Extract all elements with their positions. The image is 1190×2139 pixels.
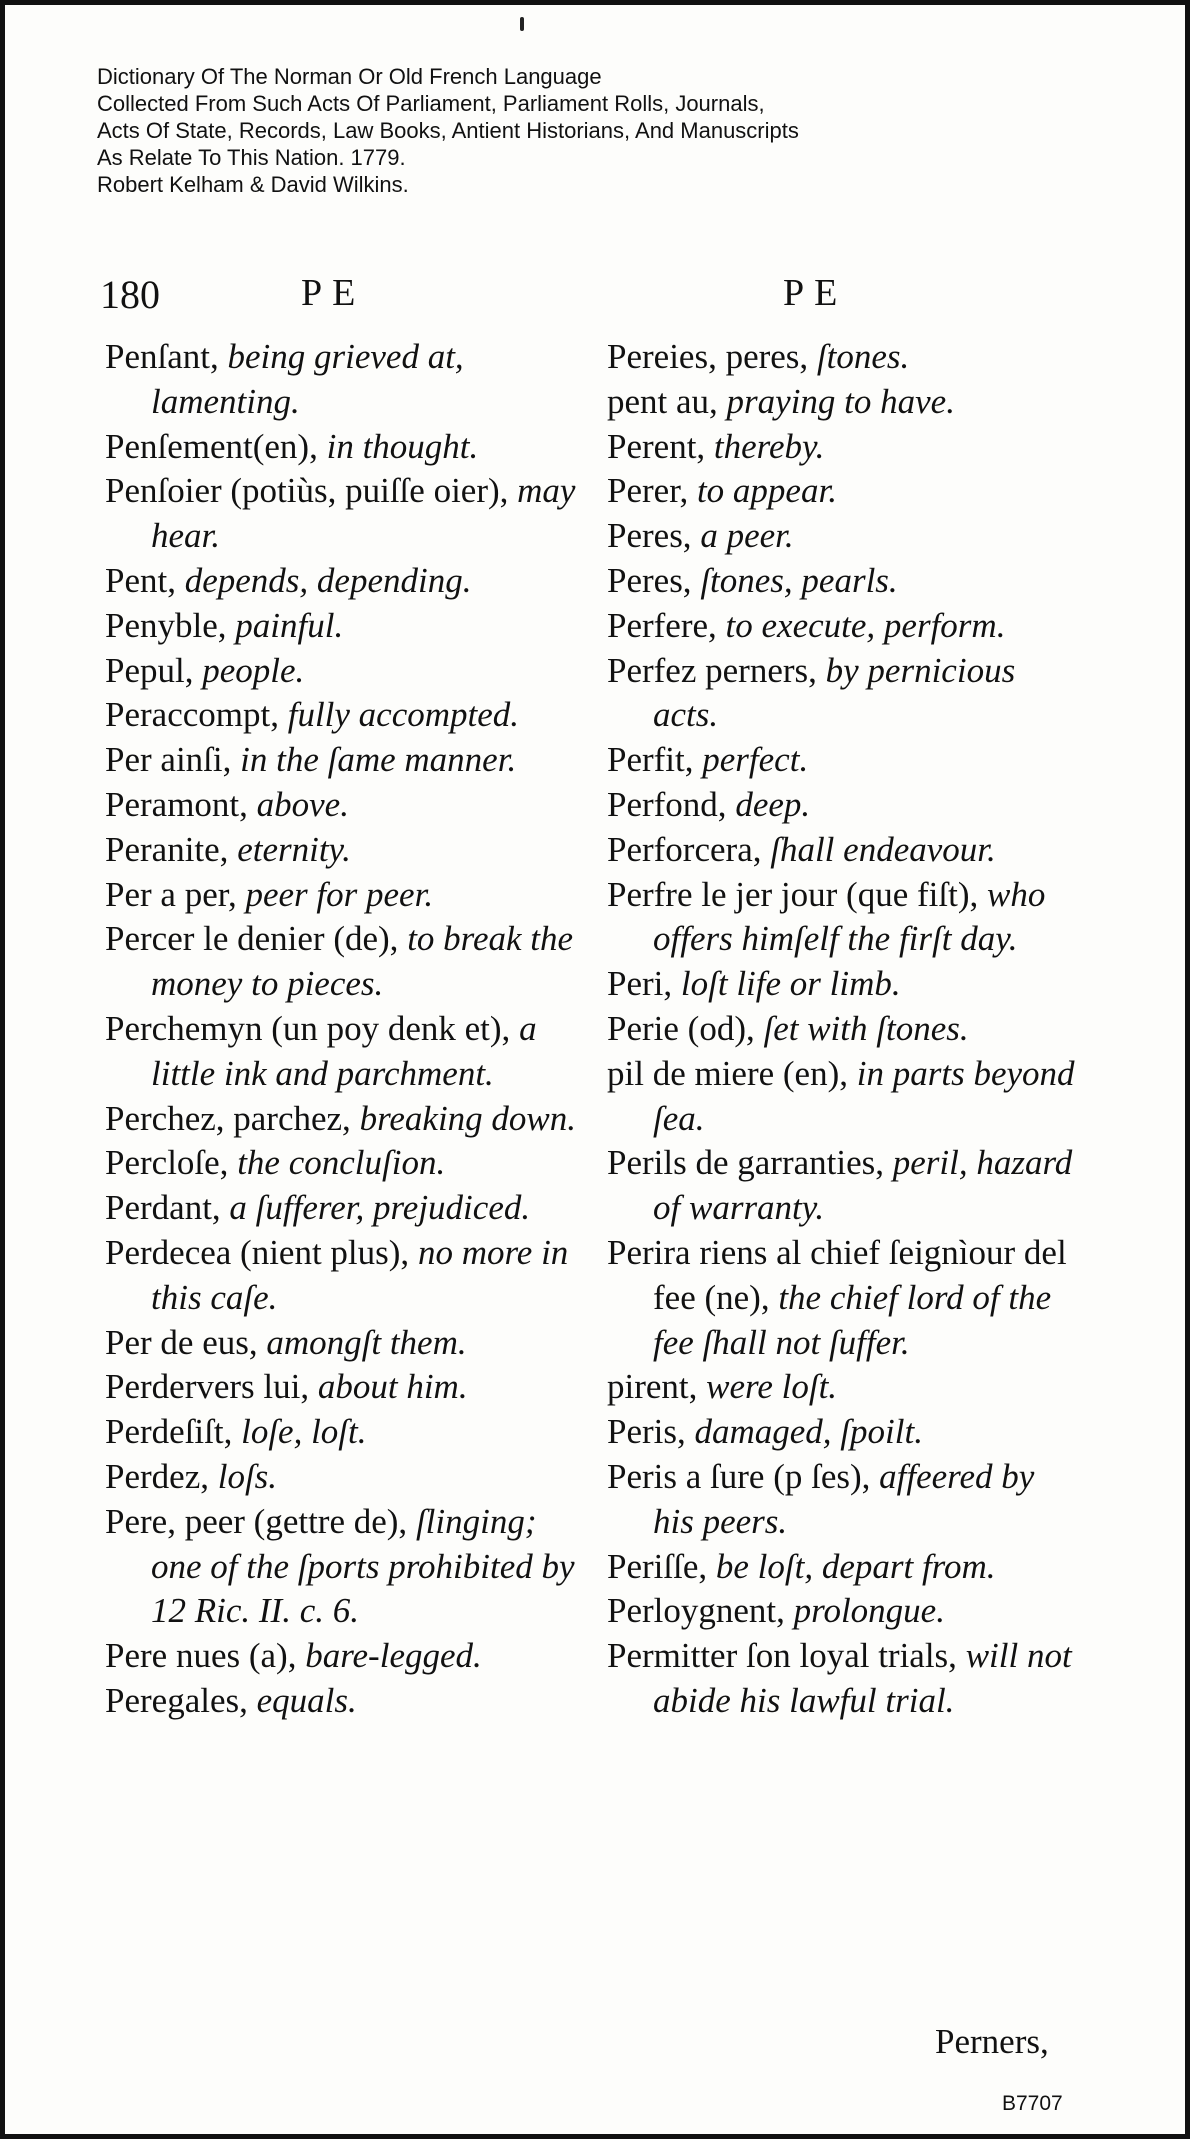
dictionary-entry [607, 514, 1079, 559]
dictionary-entry [105, 738, 577, 783]
entry-definition: ſtones, pearls. [700, 560, 898, 600]
entry-definition: ſhall endeavour. [770, 829, 996, 869]
entry-headword: Perforcera, [607, 829, 762, 869]
entry-definition: ſlinging; one of the ſports prohibited by 12 Ric. II. c. 6. [151, 1501, 575, 1631]
entry-headword: Perchez, parchez, [105, 1098, 351, 1138]
dictionary-entry [105, 1679, 577, 1724]
dictionary-entry [105, 873, 577, 918]
entry-headword: Perdeſiſt, [105, 1412, 233, 1452]
entry-definition: will not abide his lawful trial. [653, 1636, 1072, 1720]
entry-headword: Penſant, [105, 337, 219, 376]
document-code: B7707 [1002, 2092, 1063, 2115]
entry-headword: Perfez perners, [607, 650, 817, 690]
left-column [105, 335, 577, 1724]
header-line: Acts Of State, Records, Law Books, Antient Historians, And Manuscripts [97, 118, 799, 143]
entry-definition: a peer. [700, 516, 794, 556]
entry-headword: Perfit, [607, 740, 694, 780]
entry-definition: to execute, perform. [725, 605, 1006, 645]
entry-definition: peril, hazard of warranty. [653, 1143, 1073, 1228]
dictionary-entry [105, 649, 577, 694]
entry-definition: ſtones. [816, 337, 910, 376]
dictionary-entry [607, 1545, 1079, 1590]
entry-headword: Perloygnent, [607, 1591, 785, 1631]
entry-definition: deep. [735, 784, 811, 824]
dictionary-entry [607, 1589, 1079, 1634]
dictionary-entry [607, 649, 1079, 739]
entry-definition: breaking down. [359, 1098, 577, 1138]
dictionary-entry [105, 335, 577, 425]
dictionary-entry [607, 1052, 1079, 1142]
entry-definition: were loſt. [706, 1367, 838, 1407]
dictionary-entry [105, 783, 577, 828]
dictionary-entry [607, 828, 1079, 873]
entry-headword: Penſoier (potiùs, puiſſe oier), [105, 471, 509, 511]
entry-definition: eternity. [237, 829, 351, 869]
entry-definition: a little ink and parchment. [151, 1008, 537, 1093]
dictionary-entry [607, 604, 1079, 649]
entry-headword: Peramont, [105, 784, 248, 824]
entry-headword: Percer le denier (de), [105, 919, 399, 959]
entry-definition: peer for peer. [245, 874, 434, 914]
entry-definition: thereby. [713, 426, 825, 466]
entry-headword: Peri, [607, 964, 673, 1004]
dictionary-entry [105, 1410, 577, 1455]
entry-definition: perfect. [702, 740, 809, 780]
entry-definition: about him. [317, 1367, 468, 1407]
dictionary-entry [607, 425, 1079, 470]
entry-headword: Perdant, [105, 1188, 221, 1228]
entry-headword: pent au, [607, 381, 718, 421]
dictionary-entry [105, 1141, 577, 1186]
entry-headword: Perira riens al chief ſeignìour del fee (ne), [607, 1232, 1067, 1317]
entry-headword: Pereies, peres, [607, 337, 809, 376]
entry-headword: Penſement(en), [105, 426, 318, 466]
entry-headword: Peraccompt, [105, 695, 279, 735]
entry-headword: Perdervers lui, [105, 1367, 310, 1407]
entry-headword: Permitter ſon loyal trials, [607, 1636, 957, 1676]
page-number: 180 [100, 272, 160, 317]
entry-headword: Perie (od), [607, 1008, 755, 1048]
header-line: Robert Kelham & David Wilkins. [97, 172, 409, 197]
entry-headword: Periſſe, [607, 1546, 708, 1586]
entry-headword: Perer, [607, 471, 689, 511]
dictionary-entry [607, 559, 1079, 604]
entry-headword: Per ainſi, [105, 740, 232, 780]
entry-headword: Peranite, [105, 829, 229, 869]
entry-definition: depends, depending. [184, 560, 472, 600]
dictionary-entry [105, 693, 577, 738]
entry-definition: painful. [235, 605, 344, 645]
entry-definition: no more in this caſe. [151, 1232, 569, 1317]
entry-definition: equals. [256, 1680, 357, 1720]
entry-headword: Perils de garranties, [607, 1143, 884, 1183]
right-column [607, 335, 1079, 1724]
dictionary-entry [607, 873, 1079, 963]
entry-headword: Pere, peer (gettre de), [105, 1501, 408, 1541]
dictionary-entry [607, 1455, 1079, 1545]
entry-definition: to break the money to pieces. [151, 919, 574, 1004]
entry-definition: the concluſion. [237, 1143, 446, 1183]
dictionary-entry [607, 1634, 1079, 1724]
entry-headword: Pere nues (a), [105, 1636, 297, 1676]
dictionary-entry [105, 1634, 577, 1679]
dictionary-entry [105, 1365, 577, 1410]
dictionary-entry [607, 335, 1079, 380]
entry-headword: Penyble, [105, 605, 227, 645]
entry-definition: to appear. [696, 471, 837, 511]
entry-headword: Pepul, [105, 650, 194, 690]
entry-definition: being grieved at, lamenting. [151, 337, 464, 421]
header-line: As Relate To This Nation. 1779. [97, 145, 406, 170]
dictionary-entry [105, 1500, 577, 1634]
entry-definition: loſt life or limb. [680, 964, 901, 1004]
dictionary-entry [105, 1231, 577, 1321]
dictionary-entry [105, 1321, 577, 1366]
entry-definition: in the ſame manner. [240, 740, 517, 780]
entry-definition: be loſt, depart from. [715, 1546, 996, 1586]
entry-headword: pirent, [607, 1367, 698, 1407]
entry-definition: who offers himſelf the firſt day. [653, 874, 1046, 959]
entry-definition: loſs. [217, 1456, 278, 1496]
dictionary-entry [607, 1410, 1079, 1455]
entry-headword: Peris, [607, 1412, 686, 1452]
entry-definition: affeered by his peers. [653, 1456, 1035, 1541]
entry-headword: Peres, [607, 516, 692, 556]
entry-definition: bare-legged. [305, 1636, 482, 1676]
entry-definition: in parts beyond ſea. [653, 1053, 1075, 1138]
entry-headword: pil de miere (en), [607, 1053, 849, 1093]
dictionary-entry [607, 1141, 1079, 1231]
dictionary-entry [105, 917, 577, 1007]
dictionary-entry [607, 962, 1079, 1007]
entry-headword: Perfere, [607, 605, 717, 645]
entry-definition: people. [202, 650, 305, 690]
dictionary-entry [607, 738, 1079, 783]
entry-headword: Per a per, [105, 874, 237, 914]
running-head-left: PE [301, 272, 366, 314]
entry-definition: above. [256, 784, 349, 824]
entry-definition: ſet with ſtones. [763, 1008, 969, 1048]
entry-headword: Peres, [607, 560, 692, 600]
dictionary-entry [105, 1186, 577, 1231]
dictionary-entry [105, 1455, 577, 1500]
entry-definition: praying to have. [726, 381, 955, 421]
entry-definition: prolongue. [793, 1591, 945, 1631]
entry-definition: amongſt them. [266, 1322, 467, 1362]
dictionary-entry [105, 828, 577, 873]
entry-definition: damaged, ſpoilt. [694, 1412, 923, 1452]
entry-definition: loſe, loſt. [241, 1412, 367, 1452]
dictionary-entry [607, 469, 1079, 514]
entry-headword: Perent, [607, 426, 706, 466]
entry-headword: Peris a ſure (p ſes), [607, 1456, 871, 1496]
entry-definition: in thought. [326, 426, 479, 466]
entry-definition: fully accompted. [287, 695, 520, 735]
entry-definition: may hear. [151, 471, 576, 556]
entry-headword: Perdez, [105, 1456, 209, 1496]
dictionary-entry [105, 559, 577, 604]
header-line: Collected From Such Acts Of Parliament, Parliament Rolls, Journals, [97, 91, 765, 116]
entry-definition: by pernicious acts. [653, 650, 1016, 735]
entry-headword: Perfond, [607, 784, 727, 824]
dictionary-entry [607, 1007, 1079, 1052]
dictionary-entry [607, 783, 1079, 828]
entry-headword: Perfre le jer jour (que fiſt), [607, 874, 979, 914]
entry-definition: the chief lord of the fee ſhall not ſuffer. [653, 1277, 1052, 1362]
dictionary-entry [607, 1231, 1079, 1365]
catchword: Perners, [935, 2022, 1049, 2061]
entry-headword: Percloſe, [105, 1143, 229, 1183]
entry-headword: Perchemyn (un poy denk et), [105, 1008, 511, 1048]
running-head-right: PE [783, 272, 848, 314]
dictionary-entry [105, 1007, 577, 1097]
dictionary-entry [105, 1097, 577, 1142]
document-header [97, 63, 997, 198]
header-line: Dictionary Of The Norman Or Old French Language [97, 64, 602, 89]
dictionary-entry [105, 604, 577, 649]
entry-headword: Peregales, [105, 1680, 248, 1720]
dictionary-entry [105, 469, 577, 559]
dictionary-entry [607, 380, 1079, 425]
entry-headword: Per de eus, [105, 1322, 258, 1362]
dictionary-entry [607, 1365, 1079, 1410]
entry-definition: a ſufferer, prejudiced. [229, 1188, 531, 1228]
ink-mark [520, 17, 524, 31]
entry-headword: Perdecea (nient plus), [105, 1232, 410, 1272]
entry-headword: Pent, [105, 560, 176, 600]
dictionary-entry [105, 425, 577, 470]
